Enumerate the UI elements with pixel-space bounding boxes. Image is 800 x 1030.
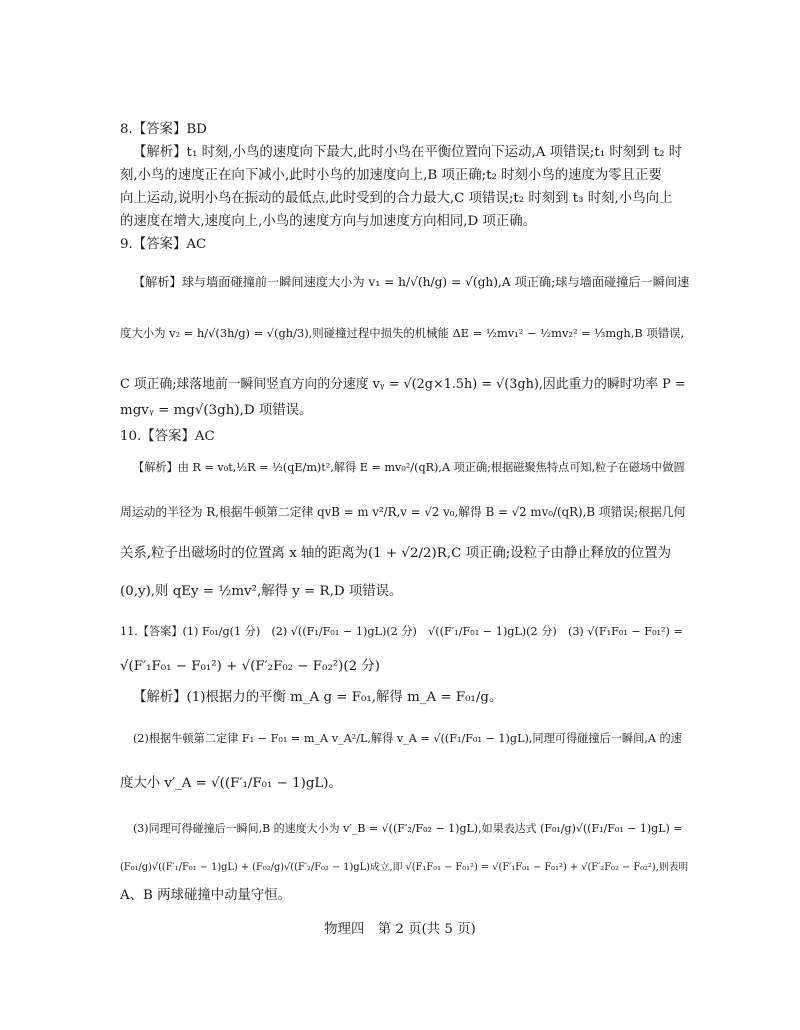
q9-explanation-line-1: 【解析】球与墙面碰撞前一瞬间速度大小为 v₁ = h/√(h/g) = √(gh),A 项正确;球与墙面碰撞后一瞬间速	[133, 275, 690, 289]
q11-explanation-line-2: (2)根据牛顿第二定律 F₁ − F₀₁ = m_A v_A²/L,解得 v_A = √((F₁/F₀₁ − 1)gL),同理可得碰撞后一瞬间,A 的速	[133, 732, 682, 745]
q10-explanation-line-2: 周运动的半径为 R,根据牛顿第二定律 qvB = m v²/R,v = √2 v₀,解得 B = √2 mv₀/(qR),B 项错误;根据几何	[120, 505, 686, 519]
q10-explanation-line-3: 关系,粒子出磁场时的位置离 x 轴的距离为(1 + √2/2)R,C 项正确;设粒子由静止释放的位置为	[120, 546, 671, 561]
q11-answer-line-1: 11.【答案】(1) F₀₁/g(1 分) (2) √((F₁/F₀₁ − 1)gL)(2 分) √((F′₁/F₀₁ − 1)gL)(2 分) (3) √(F₁F₀₁ − F₀₁²) =	[120, 625, 683, 638]
q8-answer: 8.【答案】BD	[120, 122, 207, 137]
q8-explanation-line-3: 向上运动,说明小鸟在振动的最低点,此时受到的合力最大,C 项错误;t₂ 时刻到 t₃ 时刻,小鸟向上	[120, 191, 673, 206]
q11-answer-line-2: √(F′₁F₀₁ − F₀₁²) + √(F′₂F₀₂ − F₀₂²)(2 分)	[120, 659, 381, 674]
q11-explanation-line-1: 【解析】(1)根据力的平衡 m_A g = F₀₁,解得 m_A = F₀₁/g。	[133, 690, 503, 705]
q9-explanation-line-4: mgvᵧ = mg√(3gh),D 项错误。	[120, 403, 313, 418]
q11-explanation-line-5: (F₀₁/g)√((F′₁/F₀₁ − 1)gL) + (F₀₂/g)√((F′₂/F₀₂ − 1)gL)成立,即 √(F₁F₀₁ − F₀₁²) = √(F′₁F₀₁ − F₀₁²) + √(F′₂F₀₂ − F₀₂²),则表明	[120, 862, 689, 873]
q11-explanation-line-4: (3)同理可得碰撞后一瞬间,B 的速度大小为 v′_B = √((F′₂/F₀₂ − 1)gL),如果表达式 (F₀₁/g)√((F₁/F₀₁ − 1)gL) =	[133, 822, 683, 835]
page-footer: 物理四 第 2 页(共 5 页)	[324, 922, 476, 937]
q11-explanation-line-6: A、B 两球碰撞中动量守恒。	[120, 888, 292, 903]
q8-explanation-line-1: 【解析】t₁ 时刻,小鸟的速度向下最大,此时小鸟在平衡位置向下运动,A 项错误;t₁ 时刻到 t₂ 时	[133, 145, 683, 160]
q10-answer: 10.【答案】AC	[120, 429, 215, 444]
q11-explanation-line-3: 度大小 v′_A = √((F′₁/F₀₁ − 1)gL)。	[120, 776, 342, 791]
q9-explanation-line-2: 度大小为 v₂ = h/√(3h/g) = √(gh/3),则碰撞过程中损失的机械能 ΔE = ½mv₁² − ½mv₂² = ⅓mgh,B 项错误,	[120, 326, 685, 340]
q8-explanation-line-2: 刻,小鸟的速度正在向下减小,此时小鸟的加速度向上,B 项正确;t₂ 时刻小鸟的速度为零且正要	[120, 168, 662, 183]
q10-explanation-line-1: 【解析】由 R = v₀t,½R = ½(qE/m)t²,解得 E = mv₀²/(qR),A 项正确;根据磁聚焦特点可知,粒子在磁场中做圆	[133, 461, 685, 474]
q8-explanation-line-4: 的速度在增大,速度向上,小鸟的速度方向与加速度方向相同,D 项正确。	[120, 214, 537, 229]
q10-explanation-line-4: (0,y),则 qEy = ½mv²,解得 y = R,D 项错误。	[120, 584, 403, 599]
q9-answer: 9.【答案】AC	[120, 237, 207, 252]
q9-explanation-line-3: C 项正确;球落地前一瞬间竖直方向的分速度 vᵧ = √(2g×1.5h) = √(3gh),因此重力的瞬时功率 P =	[120, 377, 686, 392]
